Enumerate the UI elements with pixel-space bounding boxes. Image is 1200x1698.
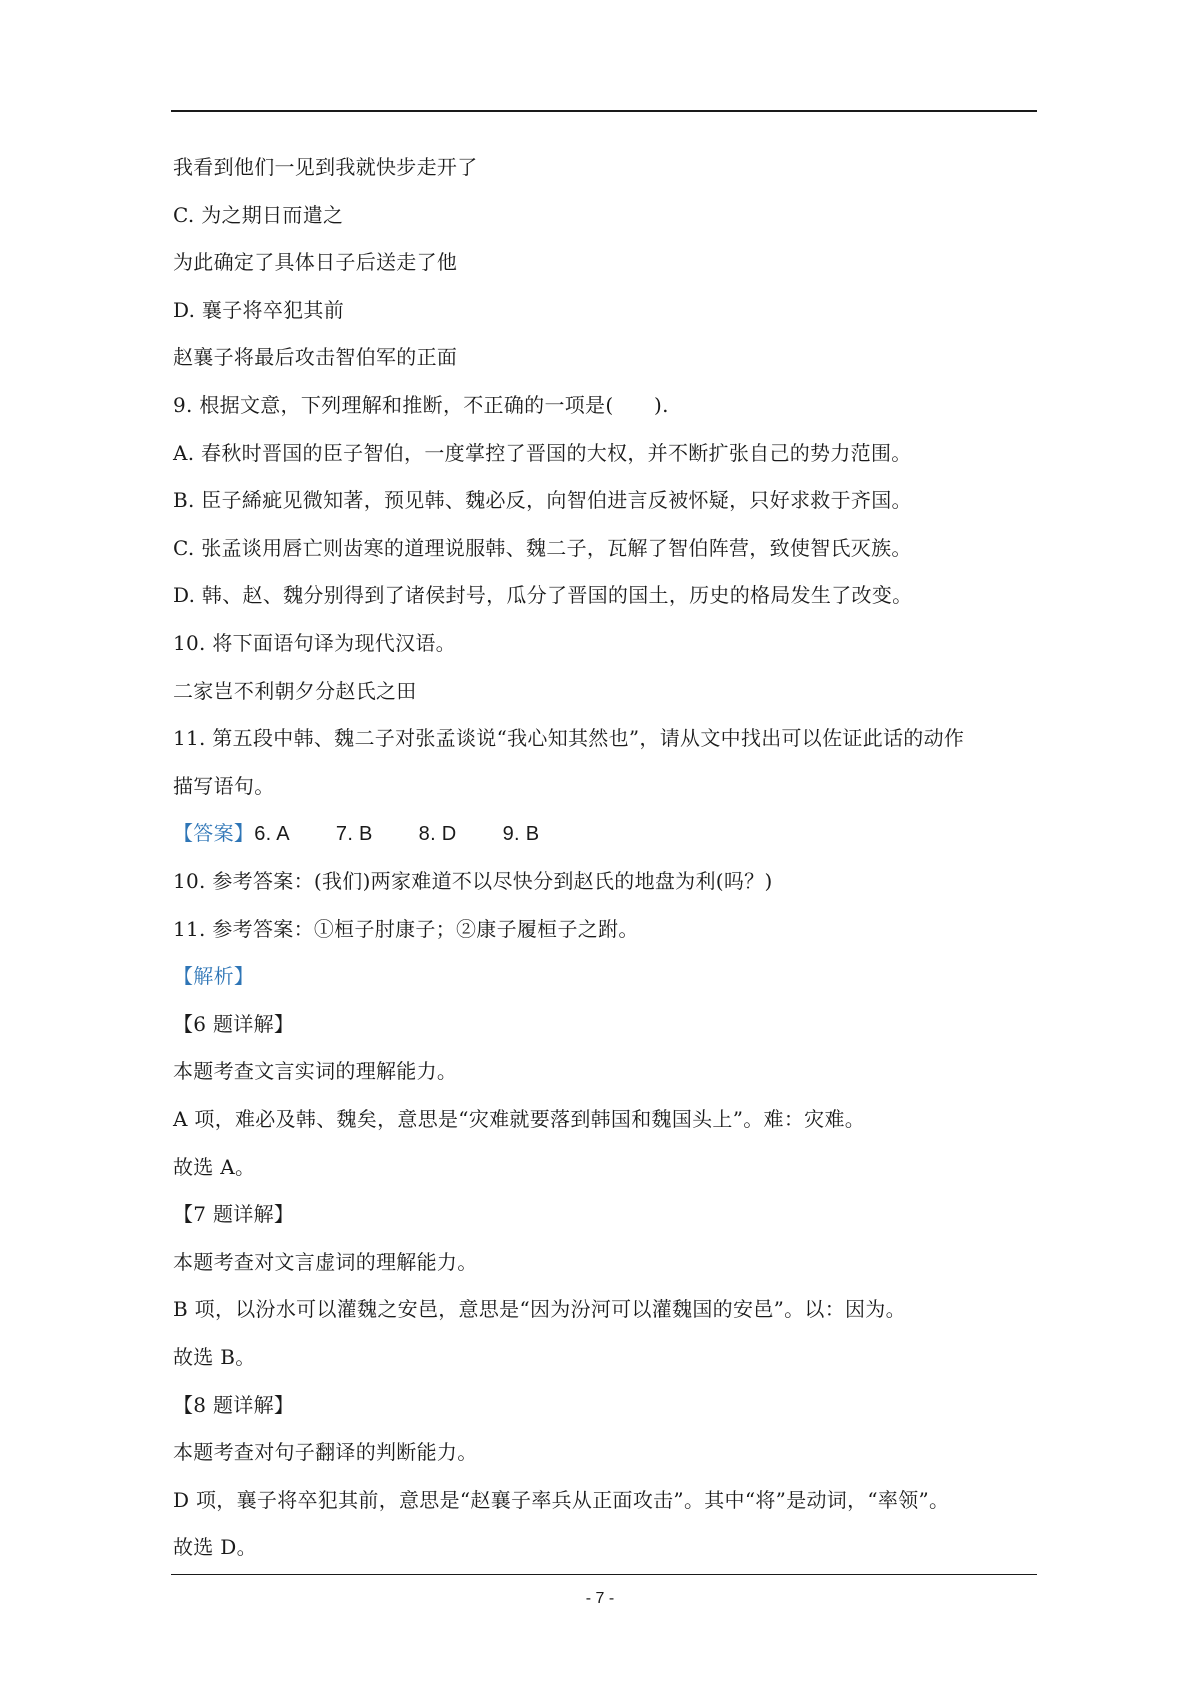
q6-detail-conclusion: 故选 A。 <box>173 1155 256 1179</box>
q6-detail-intro: 本题考查文言实词的理解能力。 <box>173 1059 458 1083</box>
question-9-option-b: B. 臣子絺疵见微知著，预见韩、魏必反，向智伯进言反被怀疑，只好求救于齐国。 <box>173 488 912 512</box>
answer-6: 6. A <box>254 823 290 845</box>
question-9: 9. 根据文意，下列理解和推断，不正确的一项是( ). <box>173 393 669 417</box>
question-9-option-c: C. 张孟谈用唇亡则齿寒的道理说服韩、魏二子，瓦解了智伯阵营，致使智氏灭族。 <box>173 536 912 560</box>
q7-detail-heading: 【7 题详解】 <box>173 1202 295 1226</box>
answer-8: 8. D <box>418 823 457 845</box>
answer-label: 【答案】 <box>173 821 255 845</box>
q8-detail-conclusion: 故选 D。 <box>173 1535 257 1559</box>
header-rule <box>171 110 1037 112</box>
q8-detail-explanation: D 项，襄子将卒犯其前，意思是“赵襄子率兵从正面攻击”。其中“将”是动词，“率领”。 <box>173 1488 950 1512</box>
answer-11: 11. 参考答案：①桓子肘康子；②康子履桓子之跗。 <box>173 917 639 941</box>
page-number: - 7 - <box>585 1590 615 1607</box>
question-9-option-d: D. 韩、赵、魏分别得到了诸侯封号，瓜分了晋国的国土，历史的格局发生了改变。 <box>173 583 913 607</box>
analysis-label: 【解析】 <box>173 964 255 988</box>
question-11-continued: 描写语句。 <box>173 774 275 798</box>
question-9-option-a: A. 春秋时晋国的臣子智伯，一度掌控了晋国的大权，并不断扩张自己的势力范围。 <box>173 441 912 465</box>
question-10: 10. 将下面语句译为现代汉语。 <box>173 631 456 655</box>
answer-7: 7. B <box>335 823 373 845</box>
translation-option-d-text: 赵襄子将最后攻击智伯军的正面 <box>173 345 458 369</box>
q8-detail-heading: 【8 题详解】 <box>173 1393 295 1417</box>
q8-detail-intro: 本题考查对句子翻译的判断能力。 <box>173 1440 478 1464</box>
q6-detail-explanation: A 项，难必及韩、魏矣，意思是“灾难就要落到韩国和魏国头上”。难：灾难。 <box>173 1107 866 1131</box>
option-c-sentence: C. 为之期日而遣之 <box>173 203 344 227</box>
footer-rule <box>171 1574 1037 1575</box>
q7-detail-explanation: B 项，以汾水可以灌魏之安邑，意思是“因为汾河可以灌魏国的安邑”。以：因为。 <box>173 1297 906 1321</box>
q6-detail-heading: 【6 题详解】 <box>173 1012 295 1036</box>
option-d-sentence: D. 襄子将卒犯其前 <box>173 298 345 322</box>
answer-9: 9. B <box>502 823 540 845</box>
question-11: 11. 第五段中韩、魏二子对张孟谈说“我心知其然也”，请从文中找出可以佐证此话的动作 <box>173 726 965 750</box>
translation-option-b-text: 我看到他们一见到我就快步走开了 <box>173 155 478 179</box>
translation-option-c-text: 为此确定了具体日子后送走了他 <box>173 250 458 274</box>
q7-detail-intro: 本题考查对文言虚词的理解能力。 <box>173 1250 478 1274</box>
answer-10: 10. 参考答案：(我们)两家难道不以尽快分到赵氏的地盘为利(吗？) <box>173 869 773 893</box>
q7-detail-conclusion: 故选 B。 <box>173 1345 256 1369</box>
answer-row <box>173 819 539 848</box>
question-10-sentence: 二家岂不利朝夕分赵氏之田 <box>173 679 417 703</box>
